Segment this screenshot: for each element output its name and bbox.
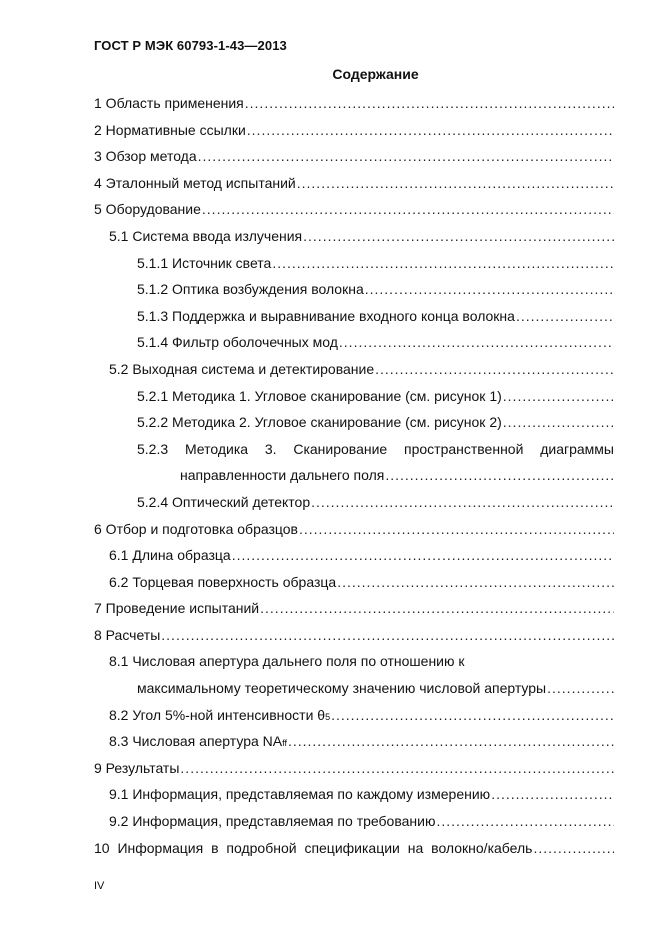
dot-leader (260, 595, 614, 622)
toc-entry (94, 329, 614, 356)
toc-entry (94, 303, 614, 330)
toc-entry-text: 5.1.4 Фильтр оболочечных мод (137, 334, 338, 351)
toc-entry (94, 117, 614, 144)
toc-entry (94, 516, 614, 543)
toc-entry (94, 356, 614, 383)
toc-entry (94, 409, 614, 436)
toc-entry-text: 5.2.1 Методика 1. Угловое сканирование (см. рисунок 1) (137, 387, 502, 404)
toc-entry-text: 3 Обзор метода (94, 148, 197, 165)
dot-leader (311, 489, 614, 516)
toc-entry-text: 5.1.3 Поддержка и выравнивание входного конца волокна (137, 307, 515, 324)
toc-entry (94, 595, 614, 622)
dot-leader (247, 117, 614, 144)
dot-leader (365, 276, 614, 303)
toc-entry-text: 5 Оборудование (94, 201, 201, 218)
toc-entry-text: 2 Нормативные ссылки (94, 121, 246, 138)
toc-entry (94, 835, 614, 862)
dot-leader (245, 90, 614, 117)
toc-entry (94, 250, 614, 277)
toc-entry-text: 8.3 Числовая апертура NA (109, 733, 283, 750)
toc-entry (94, 569, 614, 596)
dot-leader (503, 383, 614, 410)
toc-entry (94, 276, 614, 303)
toc-entry (94, 542, 614, 569)
dot-leader (436, 808, 614, 835)
toc-entry: 8.3 Числовая апертура NA ff ..... (94, 728, 614, 755)
toc-entry (94, 808, 614, 835)
toc-entry (94, 755, 614, 782)
toc-entry (94, 675, 614, 702)
dot-leader (491, 781, 614, 808)
toc-entry (94, 143, 614, 170)
toc-entry (94, 436, 614, 463)
page-number: IV (94, 880, 105, 892)
toc-entry (94, 489, 614, 516)
toc-entry-text: 9.1 Информация, представляемая по каждому измерению (109, 786, 491, 803)
toc-entry (94, 196, 614, 223)
dot-leader (180, 755, 614, 782)
page-title: Содержание (332, 66, 419, 82)
dot-leader (299, 516, 614, 543)
dot-leader (516, 303, 614, 330)
toc-entry-text: 7 Проведение испытаний (94, 600, 260, 617)
dot-leader (297, 170, 614, 197)
toc-entry-text: 1 Область применения (94, 95, 244, 111)
toc-entry (94, 648, 614, 675)
toc-entry-text: 8.2 Угол 5%-ной интенсивности θ (109, 706, 326, 723)
document-header: ГОСТ Р МЭК 60793-1-43—2013 (94, 38, 287, 53)
toc-entry-text: 5.2.4 Оптический детектор (137, 493, 311, 510)
toc-entry-text: 5.1.2 Оптика возбуждения волокна (137, 281, 364, 298)
toc-entry (94, 462, 614, 489)
toc-entry-text: 5.1 Система ввода излучения (109, 227, 303, 244)
toc-entry-text: направленности дальнего поля (180, 467, 385, 484)
toc-entry (94, 622, 614, 649)
toc-entry (94, 781, 614, 808)
dot-leader (198, 143, 614, 170)
table-of-contents (94, 90, 614, 861)
toc-entry (94, 223, 614, 250)
dot-leader (533, 835, 614, 862)
dot-leader (161, 622, 614, 649)
toc-entry (94, 383, 614, 410)
toc-entry-text: 5.1.1 Источник света (137, 254, 272, 271)
toc-entry-text: 9 Результаты (94, 759, 180, 776)
toc-entry-text: 5.2 Выходная система и детектирование (109, 360, 375, 377)
toc-entry (94, 90, 614, 117)
dot-leader (331, 702, 614, 729)
dot-leader (503, 409, 614, 436)
dot-leader (339, 329, 614, 356)
dot-leader (375, 356, 614, 383)
dot-leader (288, 728, 614, 755)
toc-entry-text: 6 Отбор и подготовка образцов (94, 520, 298, 537)
dot-leader (547, 675, 614, 702)
toc-entry-text: 10 Информация в подробной спецификации на волокно/кабель (94, 839, 533, 856)
toc-entry-text: 5.2.2 Методика 2. Угловое сканирование (см. рисунок 2) (137, 414, 502, 431)
toc-entry-text: 8.1 Числовая апертура дальнего поля по отношению к (109, 653, 465, 670)
toc-entry-text: 5.2.3 Методика 3. Сканирование пространственной диаграммы (137, 440, 614, 457)
dot-leader (303, 223, 614, 250)
toc-entry-text: 4 Эталонный метод испытаний (94, 174, 296, 191)
dot-leader (232, 542, 614, 569)
dot-leader (385, 462, 614, 489)
dot-leader (202, 196, 614, 223)
toc-entry-text: 6.2 Торцевая поверхность образца (109, 573, 337, 590)
toc-entry-text: 9.2 Информация, представляемая по требованию (109, 813, 436, 830)
toc-entry: 8.2 Угол 5%-ной интенсивности θ 5 ..... (94, 702, 614, 729)
toc-entry (94, 170, 614, 197)
dot-leader (272, 250, 614, 277)
dot-leader (337, 569, 614, 596)
toc-entry-text: 8 Расчеты (94, 626, 161, 643)
toc-entry-text: максимальному теоретическому значению числовой апертуры (137, 680, 547, 697)
toc-entry-text: 6.1 Длина образца (109, 547, 231, 564)
